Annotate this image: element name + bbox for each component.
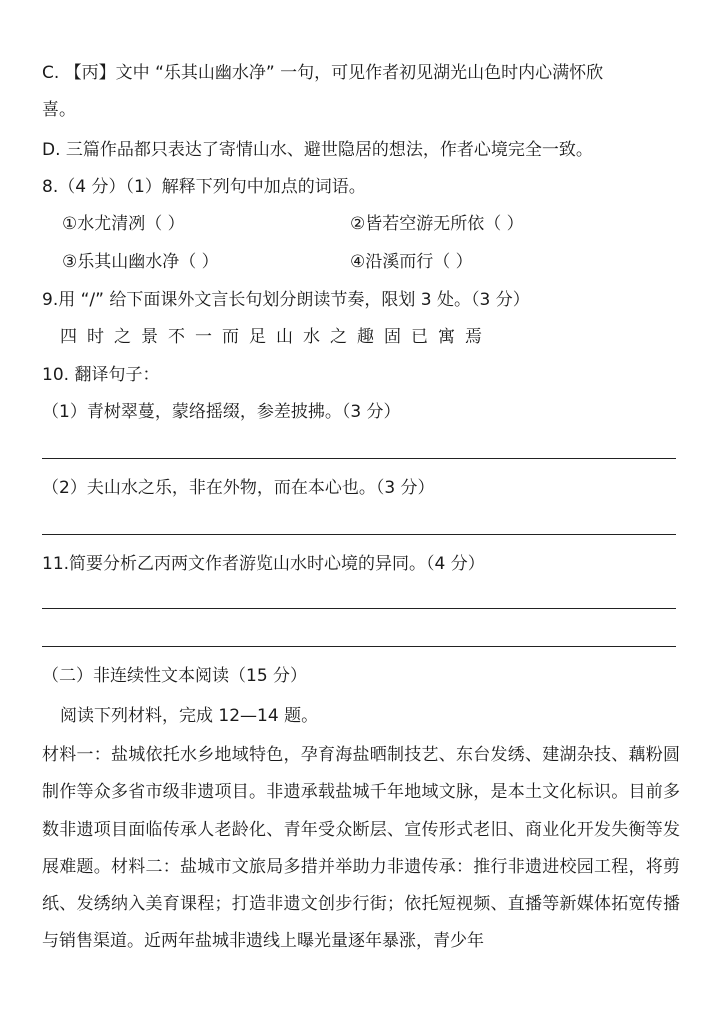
section-2-heading: （二）非连续性文本阅读（15 分）	[42, 666, 308, 686]
blank-item-1: ①水尤清冽（ ）	[62, 214, 185, 234]
section-2-instruction: 阅读下列材料，完成 12—14 题。	[60, 706, 319, 726]
answer-line-4	[42, 646, 676, 647]
option-d: D. 三篇作品都只表达了寄情山水、避世隐居的想法，作者心境完全一致。	[42, 140, 593, 160]
blank-item-3: ③乐其山幽水净（ ）	[62, 252, 219, 272]
question-9-heading: 9.用 “/” 给下面课外文言长句划分朗读节奏，限划 3 处。（3 分）	[42, 290, 530, 310]
question-8-heading: 8.（4 分）（1）解释下列句中加点的词语。	[42, 177, 366, 197]
blank-item-2: ②皆若空游无所依（ ）	[350, 214, 524, 234]
blank-item-4: ④沿溪而行（ ）	[350, 252, 473, 272]
answer-line-3	[42, 608, 676, 609]
option-c-line2: 喜。	[42, 100, 76, 120]
question-10-part-2: （2）夫山水之乐，非在外物，而在本心也。（3 分）	[42, 478, 435, 498]
answer-line-1	[42, 458, 676, 459]
question-10-part-1: （1）青树翠蔓，蒙络摇缀，参差披拂。（3 分）	[42, 402, 401, 422]
material-paragraph: 材料一：盐城依托水乡地域特色，孕育海盐晒制技艺、东台发绣、建湖杂技、藕粉圆制作等众多省市级非遗项目。非遗承载盐城千年地域文脉，是本土文化标识。目前多数非遗项目面临传承人老龄化、青年受众断层、宣传形式老旧、商业化开发失衡等发展难题。材料二：盐城市文旅局多措并举助力非遗传承：推行非遗进校园工程，将剪纸、发绣纳入美育课程；打造非遗文创步行街；依托短视频、直播等新媒体拓宽传播与销售渠道。近两年盐城非遗线上曝光量逐年暴涨，青少年	[42, 745, 680, 952]
question-11-heading: 11.简要分析乙丙两文作者游览山水时心境的异同。（4 分）	[42, 554, 485, 574]
classical-sentence: 四时之景不一而足山水之趣固已寓焉	[60, 327, 492, 347]
option-c-line1: C. 【丙】文中 “乐其山幽水净” 一句，可见作者初见湖光山色时内心满怀欣	[42, 63, 604, 83]
answer-line-2	[42, 534, 676, 535]
question-10-heading: 10. 翻译句子：	[42, 365, 160, 385]
